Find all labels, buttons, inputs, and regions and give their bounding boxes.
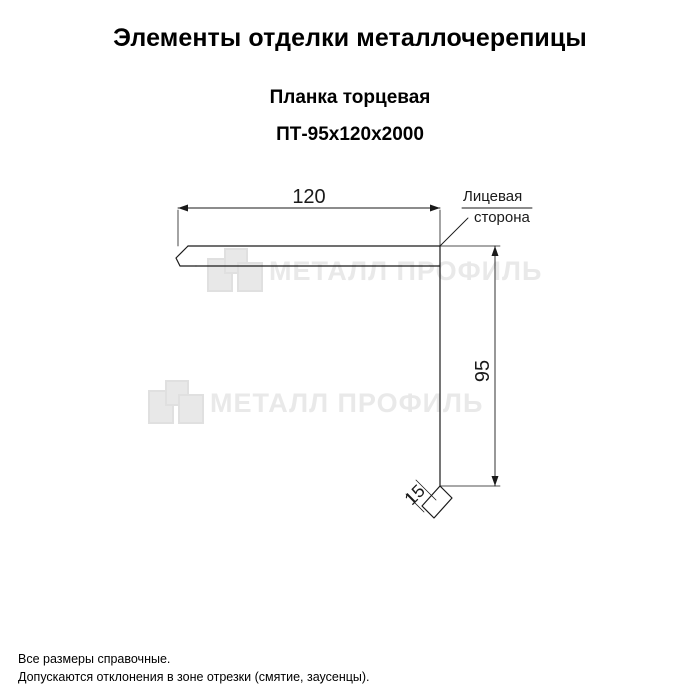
dimension-label-120: 120 [292, 186, 326, 208]
arrow-bottom-95 [492, 476, 499, 486]
arrow-left-120 [178, 205, 188, 212]
annotation-face-side-line2: сторона [474, 209, 530, 226]
product-title: Планка торцевая [269, 87, 431, 108]
arrow-top-95 [492, 246, 499, 256]
product-code: ПТ-95x120x2000 [276, 124, 424, 145]
footer-note-2: Допускаются отклонения в зоне отрезки (смятие, заусенцы). [18, 670, 370, 684]
dimension-label-15: 15 [400, 480, 429, 509]
drawing-svg [0, 150, 700, 550]
annotation-face-side-line1: Лицевая [463, 188, 523, 205]
page-title: Элементы отделки металлочерепицы [113, 24, 587, 52]
arrow-right-120 [430, 205, 440, 212]
dimension-label-95: 95 [472, 359, 494, 383]
footer-note-1: Все размеры справочные. [18, 652, 171, 666]
profile-left-hook [176, 246, 196, 266]
technical-drawing [0, 150, 700, 550]
watermark-text: МЕТАЛЛ ПРОФИЛЬ [210, 387, 484, 418]
footer-notes [18, 650, 370, 686]
watermark-text: МЕТАЛЛ ПРОФИЛЬ [269, 255, 543, 286]
leader-line-face-side [440, 218, 468, 246]
